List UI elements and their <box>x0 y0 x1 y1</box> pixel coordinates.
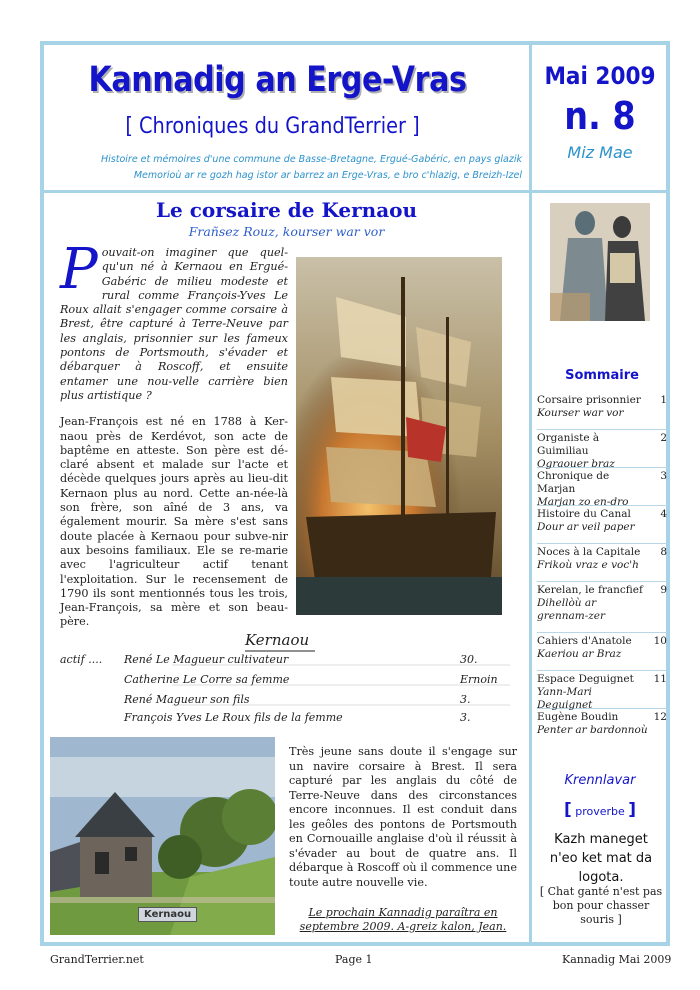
issue-breton-month: Miz Mae <box>567 143 633 162</box>
issue-date: Mai 2009 <box>544 62 656 90</box>
ledger-row <box>60 693 520 706</box>
ledger-row <box>60 673 520 686</box>
ledger-row-num: 3. <box>460 711 471 724</box>
header-bottom-rule <box>44 190 666 193</box>
toc-subtitle: Kaeriou ar Braz <box>537 648 622 660</box>
toc-title: Histoire du Canal <box>537 508 631 520</box>
ledger-row-entry: René Magueur son fils <box>124 693 250 706</box>
krennlavar-title: Krennlavar <box>564 773 636 788</box>
table-of-contents <box>537 392 668 746</box>
census-manuscript <box>60 625 520 727</box>
drop-cap: P <box>60 237 98 302</box>
toc-title: Espace Deguignet <box>537 673 634 685</box>
toc-subtitle: Dihellòù ar grennam-zer <box>537 597 606 622</box>
photo-caption-tag: Kernaou <box>138 907 197 922</box>
toc-page: 10 <box>653 635 667 647</box>
toc-subtitle: Kourser war vor <box>537 407 624 419</box>
ship-painting-image <box>296 257 502 615</box>
proverbe-text: proverbe <box>575 805 625 818</box>
artwork-thumbnail-image <box>550 203 650 321</box>
toc-item[interactable] <box>537 392 668 430</box>
article-column-1 <box>60 237 288 642</box>
proverbe-label: [ proverbe ] <box>563 800 637 820</box>
sidebar-divider <box>529 193 532 943</box>
article-lead: ouvait-on imaginer que quel-qu'un né à Kernaou en Ergué-Gabéric de milieu modeste et rural comme François-Yves Le Roux allait s'engager comme corsaire à Brest, être capturé à Terre-Neuve par les anglais, prisonnier sur les fameux pontons de Portsmouth, s'évader et débarquer à Roscoff, et ensuite entamer une nou-velle carrière bien plus artistique ? <box>60 246 288 402</box>
toc-item[interactable] <box>537 709 668 746</box>
toc-subtitle: Ograouer braz <box>537 458 615 470</box>
toc-title: Eugène Boudin <box>537 711 619 723</box>
toc-subtitle: Yann-Mari Deguignet <box>537 686 593 711</box>
article-paragraph: Jean-François est né en 1788 à Ker-naou près de Kerdévot, son acte de baptême en atteste. Son père est dé-claré absent et malade sur l'acte et décède quelques jours après au lieu-dit Kernaon plus au nord. Cette an-née-là son frère, son aîné de 3 ans, va également mourir. Sa mère s'est sans doute placée à Kernaou pour subve-nir aux besoins familiaux. Ele se re-marie avec l'agriculteur actif tenant l'exploitation. Sur le recensement de 1790 ils sont mentionnés tous les trois, Jean-François, sa mère et son beau-père. <box>60 415 288 629</box>
toc-title: Corsaire prisonnier <box>537 394 641 406</box>
ledger-row-label: actif .... <box>60 653 103 666</box>
masthead-title: Kannadig an Erge-Vras <box>88 60 467 100</box>
toc-subtitle: Marjan zo en-dro <box>537 496 629 508</box>
ledger-row-num: Ernoin <box>460 673 498 686</box>
ledger-heading: Kernaou <box>245 631 310 649</box>
toc-item[interactable] <box>537 671 668 709</box>
toc-item[interactable] <box>537 430 668 468</box>
toc-page: 12 <box>653 711 667 723</box>
proverb-breton: Kazh maneget n'eo ket mat da logota. <box>549 832 653 885</box>
issue-number: n. 8 <box>564 94 636 138</box>
toc-item[interactable] <box>537 468 668 506</box>
ledger-row-entry: René Le Magueur cultivateur <box>124 653 289 666</box>
toc-title: Kerelan, le francfief <box>537 584 643 596</box>
tagline-french: Histoire et mémoires d'une commune de Basse-Bretagne, Ergué-Gabéric, en pays glazik <box>101 154 522 165</box>
toc-item[interactable] <box>537 544 668 582</box>
toc-page: 9 <box>660 584 667 596</box>
toc-item[interactable] <box>537 582 668 633</box>
toc-title: Cahiers d'Anatole <box>537 635 632 647</box>
next-issue-notice: Le prochain Kannadig paraîtra en septembre 2009. A-greiz kalon, Jean. <box>299 906 507 933</box>
toc-page: 2 <box>660 432 667 444</box>
ledger-row-num: 30. <box>460 653 478 666</box>
toc-title: Chronique de Marjan <box>537 470 610 495</box>
footer-site: GrandTerrier.net <box>50 953 144 966</box>
proverb-french: [ Chat ganté n'est pas bon pour chasser souris ] <box>539 885 663 926</box>
masthead-subtitle: [ Chroniques du GrandTerrier ] <box>125 114 420 139</box>
ledger-row <box>60 711 520 724</box>
sommaire-title: Sommaire <box>565 368 639 383</box>
toc-subtitle: Penter ar bardonnoù <box>537 724 648 736</box>
article-paragraph: Très jeune sans doute il s'engage sur un navire corsaire à Brest. Il sera capturé par les anglais du côté de Terre-Neuve dans des circonstances encore inconnues. Il est conduit dans les geôles des pontons de Portsmouth en Cornouaille anglaise d'où il réussit à s'évader au bout de quatre ans. Il débarque à Roscoff où il commence une toute autre nouvelle vie. <box>289 745 517 889</box>
article-subtitle: Frañsez Rouz, kourser war vor <box>188 224 385 239</box>
ledger-row-entry: Catherine Le Corre sa femme <box>124 673 290 686</box>
footer-page-number: Page 1 <box>335 953 373 966</box>
article-title: Le corsaire de Kernaou <box>155 198 418 222</box>
toc-page: 8 <box>660 546 667 558</box>
ledger-row <box>60 653 520 666</box>
toc-title: Organiste à Guimiliau <box>537 432 600 457</box>
ledger-row-num: 3. <box>460 693 471 706</box>
article-column-2 <box>289 745 517 890</box>
toc-page: 4 <box>660 508 667 520</box>
header-divider <box>529 45 532 190</box>
toc-item[interactable] <box>537 506 668 544</box>
toc-page: 3 <box>660 470 667 482</box>
toc-subtitle: Dour ar veil paper <box>537 521 635 533</box>
kernaou-house-photo <box>50 737 275 935</box>
toc-item[interactable] <box>537 633 668 671</box>
footer-issue: Kannadig Mai 2009 <box>562 953 672 966</box>
toc-page: 11 <box>653 673 667 685</box>
tagline-breton: Memorioù ar re gozh hag istor ar barrez an Erge-Vras, e bro c'hlazig, e Breizh-Izel <box>133 170 522 181</box>
ledger-row-entry: François Yves Le Roux fils de la femme <box>124 711 343 724</box>
toc-subtitle: Frikoù vraz e voc'h <box>537 559 639 571</box>
toc-title: Noces à la Capitale <box>537 546 641 558</box>
toc-page: 1 <box>660 394 667 406</box>
